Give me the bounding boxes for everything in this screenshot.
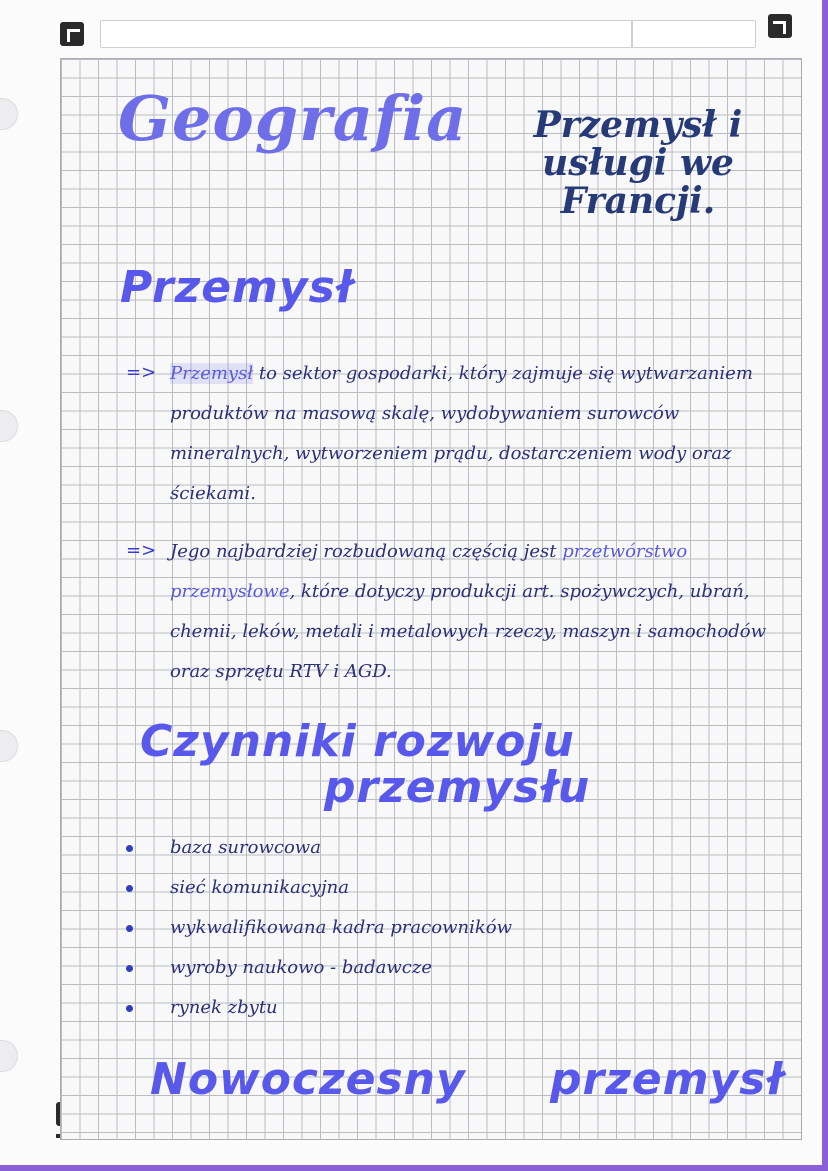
list-item: wykwalifikowana kadra pracowników [124, 908, 512, 948]
highlight-term: przetwórstwo przemysłowe [170, 541, 688, 602]
topic-title: Przemysł i usługi we Francji. [533, 104, 743, 222]
section-heading-modern: Nowoczesny [150, 1054, 466, 1105]
section-heading-factors: Czynniki rozwoju [140, 716, 575, 767]
paragraph-text: , które dotyczy produkcji art. spożywczych, ubrań, chemii, leków, metali i metalowych rzeczy, maszyn i samochodów oraz sprzętu RTV i AGD. [170, 581, 767, 682]
paragraph-definition [170, 354, 790, 514]
scan-marker-top-right-icon [768, 14, 792, 38]
list-item: baza surowcowa [124, 828, 512, 868]
paragraph-text: to sektor gospodarki, który zajmuje się wytwarzaniem produktów na masową skalę, wydobywaniem surowców mineralnych, wytworzeniem prądu, dostarczeniem wody oraz ściekami. [170, 363, 753, 504]
scan-marker-top-left-icon [60, 22, 84, 46]
header-field [100, 20, 756, 48]
paragraph-lead: Jego najbardziej rozbudowaną częścią jest [170, 541, 563, 562]
factors-list [124, 828, 512, 1028]
page-title: Geografia [118, 82, 468, 155]
section-heading-factors-line2: przemysłu [324, 762, 591, 813]
paragraph-manufacturing [170, 532, 790, 692]
punch-hole [0, 410, 18, 442]
punch-hole [0, 1040, 18, 1072]
punch-hole [0, 98, 18, 130]
arrow-bullet-icon: => [126, 540, 157, 561]
section-heading-industry: Przemysł [120, 262, 354, 313]
header-divider [631, 21, 633, 47]
list-item: rynek zbytu [124, 988, 512, 1028]
arrow-bullet-icon: => [126, 362, 157, 383]
highlight-term: Przemysł [170, 363, 254, 384]
punch-hole [0, 730, 18, 762]
list-item: sieć komunikacyjna [124, 868, 512, 908]
list-item: wyroby naukowo - badawcze [124, 948, 512, 988]
section-heading-modern-2: przemysł [550, 1054, 784, 1105]
